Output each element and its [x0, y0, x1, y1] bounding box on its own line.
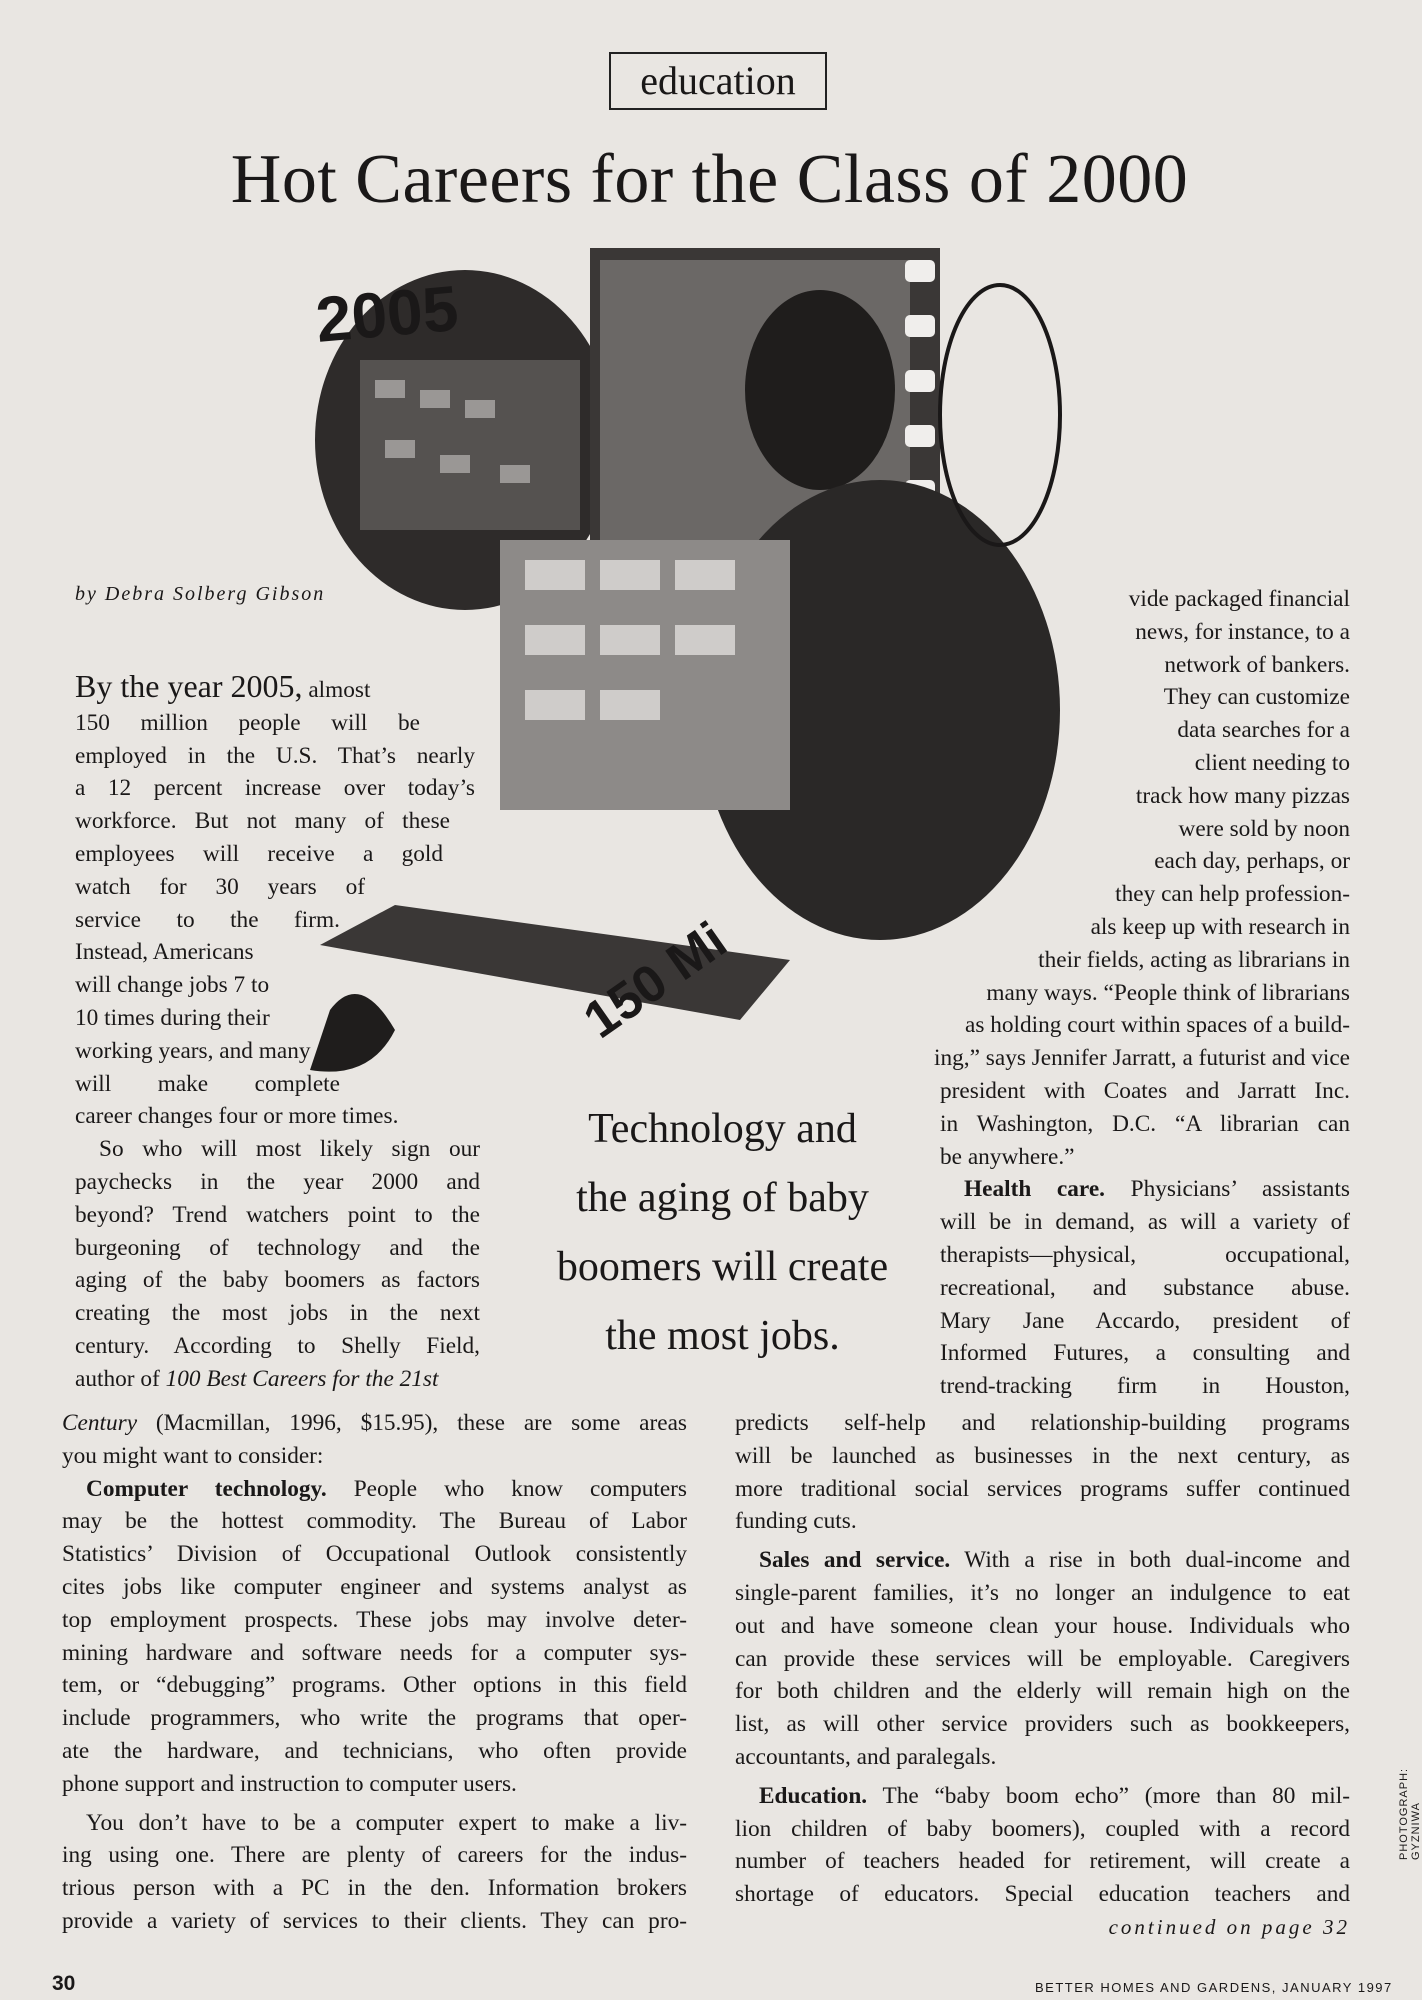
right-column-top: vide packaged financial news, for instance, to a network of bankers. They can customize data searches for a client needing to track how many pizzas were sold by noon each day, perhaps, or they can help profession- als keep up with research in their fields, acting as librarians in many ways. “People think of librarians as holding court within spaces of a build- ing,” says Jennifer Jarratt, a futurist and vice: [934, 586, 1350, 1072]
collage-head-silhouette: [745, 290, 895, 490]
right-column-lower: predicts self-help and relationship-building programs will be launched as businesses in the next century, as more traditional social services programs suffer continued funding cuts. Sales and service. With a rise in both dual-income and single-parent families, it’s no longer an indulgence to eat out and have someone clean your house. Individuals who can provide these services will be employable. Caregivers for both children and the elderly will remain high on the list, as will other service providers such as bookkeepers, accountants, and paralegals. Education. The “baby boom echo” (more than 80 mil- lion children of baby boomers), coupled with a record number of teachers headed for retirement, will create a shortage of educators. Special education teachers and continued on page 32: [735, 1410, 1351, 1939]
page-number: 30: [52, 1972, 76, 1995]
right-column-mid: president with Coates and Jarratt Inc. in Washington, D.C. “A librarian can be anywhere.” Health care. Physicians’ assistants will be in demand, as will a variety of therapists—physical, occupational, recreational, and substance abuse. Mary Jane Accardo, president of Informed Futures, a consulting and trend-tracking firm in Houston,: [940, 1078, 1350, 1400]
left-column-lower: Century (Macmillan, 1996, $15.95), these are some areas you might want to consider: Computer technology. People who know computers may be the hottest commodity. The Bureau of Labor Statistics’ Division of Occupational Outlook consistently cites jobs like computer engineer and systems analyst as top employment prospects. These jobs may involve deter- mining hardware and software needs for a computer sys- tem, or “debugging” programs. Other options in this field include programmers, who write the programs that oper- ate the hardware, and technicians, who often provide phone support and instruction to computer users. You don’t have to be a computer expert to make a liv- ing using one. There are plenty of careers for the indus- trious person with a PC in the den. Information brokers provide a variety of services to their clients. They can pro-: [62, 1410, 688, 1934]
left-column: By the year 2005, almost 150 million people will be employed in the U.S. That’s nearly a 12 percent increase over today’s workforce. But not many of these employees will receive a gold watch for 30 years of service to the firm. Instead, Americans will change jobs 7 to 10 times during their working years, and many will make complete career changes four or more times. So who will most likely sign our paychecks in the year 2000 and beyond? Trend watchers point to the burgeoning of technology and the aging of the baby boomers as factors creating the most jobs in the next century. According to Shelly Field, author of 100 Best Careers for the 21st: [75, 668, 480, 1392]
collage-number-text: 150 Mi: [573, 911, 738, 1050]
publication-line: BETTER HOMES AND GARDENS, JANUARY 1997: [1035, 1980, 1393, 1995]
continued-note: continued on page 32: [1108, 1914, 1350, 1939]
collage-year-text: 2005: [312, 271, 462, 356]
headline: Hot Careers for the Class of 2000: [230, 141, 1189, 218]
collage-ring: [940, 285, 1060, 545]
section-label: education: [609, 52, 827, 110]
lead-line: By the year 2005, almost: [75, 668, 371, 704]
photo-credit: PHOTOGRAPH: GYZNIWA: [1398, 1767, 1422, 1860]
pull-quote: Technology and the aging of baby boomers will create the most jobs.: [556, 1106, 889, 1359]
byline: by Debra Solberg Gibson: [75, 583, 326, 605]
